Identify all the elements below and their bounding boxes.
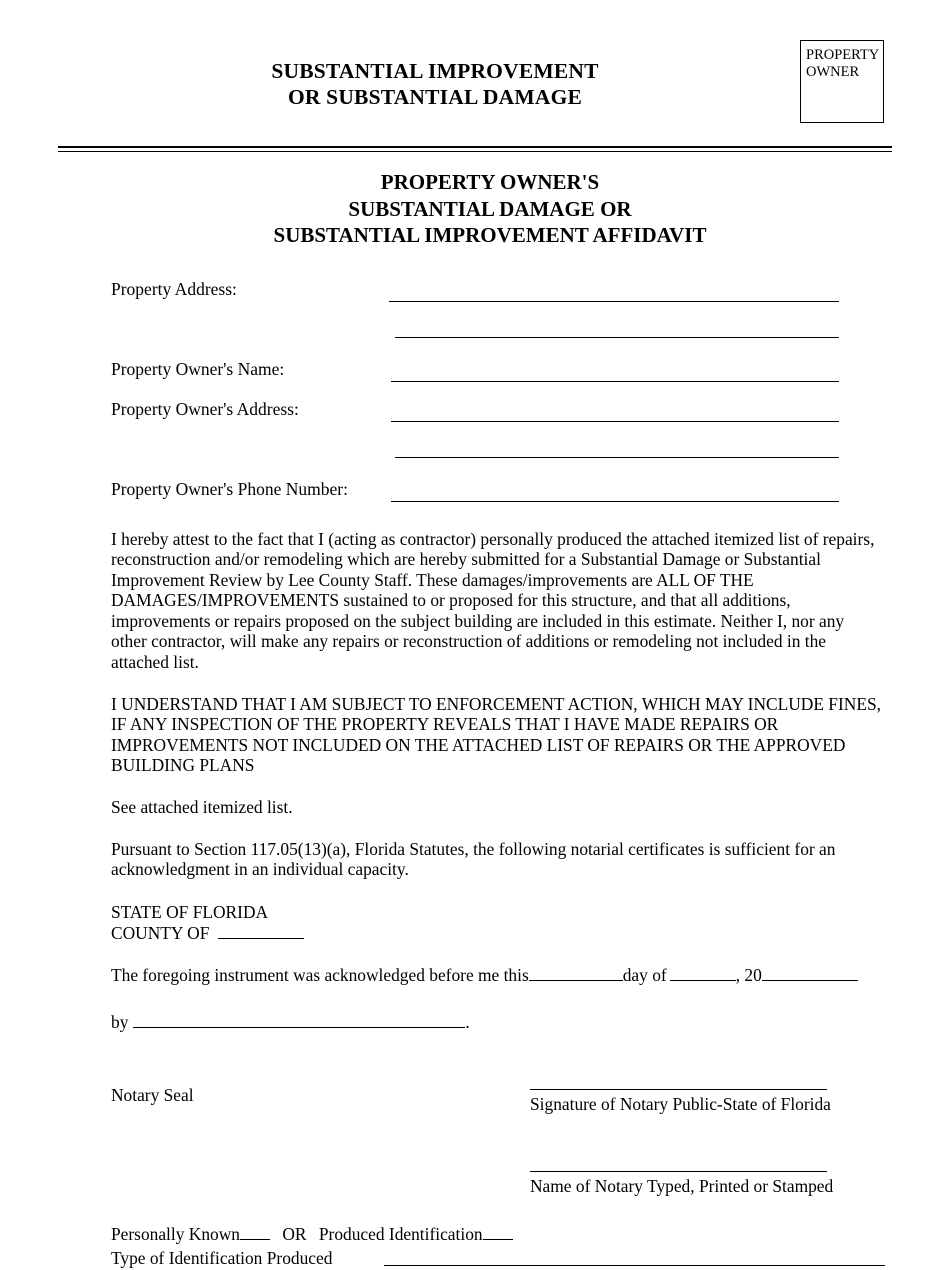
acknowledgment-by-line (111, 1012, 884, 1033)
paragraph-enforcement-notice: I UNDERSTAND THAT I AM SUBJECT TO ENFORCEMENT ACTION, WHICH MAY INCLUDE FINES, IF ANY INSPECTION OF THE PROPERTY REVEALS THAT I HAVE MADE REPAIRS OR IMPROVEMENTS NOT INCLUDED ON THE ATTACHED LIST OF REPAIRS OR THE APPROVED BUILDING PLANS (111, 693, 881, 776)
field-row-property-address (58, 279, 892, 319)
field-row-owner-name (58, 359, 892, 399)
notary-signature-area (58, 1061, 892, 1221)
input-owner-address[interactable] (391, 421, 839, 422)
document-header (58, 40, 892, 130)
input-property-address[interactable] (389, 301, 839, 302)
property-owner-box-line-2: OWNER (806, 64, 860, 80)
by-period: . (465, 1011, 470, 1032)
affidavit-title (58, 169, 892, 249)
input-ack-day[interactable] (529, 967, 623, 981)
input-owner-name[interactable] (391, 381, 839, 382)
label-type-of-identification: Type of Identification Produced (111, 1247, 333, 1268)
field-row-owner-phone (58, 479, 892, 519)
label-or: OR (282, 1223, 307, 1244)
paragraph-attestation: I hereby attest to the fact that I (acting as contractor) personally produced the attached itemized list of repairs, reconstruction and/or remodeling which are hereby submitted for a Substantial Damage or Substantial Improvement Review by Lee County Staff. These damages/improvements are ALL OF THE DAMAGES/IMPROVEMENTS sustained to or proposed for this structure, and that all additions, improvements or repairs proposed on the subject building are included in this estimate. Neither I, nor any other contractor, will make any repairs or reconstruction of additions or remodeling not included in the attached list. (111, 528, 875, 673)
document-main-title (58, 40, 892, 110)
identification-row (111, 1223, 892, 1246)
acknowledgment-day-of: day of (622, 964, 667, 985)
input-type-of-identification[interactable] (384, 1265, 885, 1266)
input-owner-address-line-2[interactable] (395, 457, 839, 458)
input-ack-month[interactable] (670, 967, 736, 981)
affidavit-title-line-1: PROPERTY OWNER'S (380, 170, 600, 194)
label-owner-phone: Property Owner's Phone Number: (111, 478, 348, 499)
header-divider (58, 146, 892, 152)
input-owner-phone[interactable] (391, 501, 839, 502)
caption-notary-signature: Signature of Notary Public-State of Florida (530, 1093, 831, 1114)
main-title-line-1: SUBSTANTIAL IMPROVEMENT (271, 59, 599, 83)
acknowledgment-line (111, 965, 884, 986)
property-owner-box-line-1: PROPERTY (806, 47, 880, 63)
county-label: COUNTY OF (111, 922, 210, 943)
state-label: STATE OF FLORIDA (111, 901, 269, 922)
checkbox-personally-known[interactable] (240, 1226, 270, 1240)
acknowledgment-year-prefix: , 20 (735, 964, 762, 985)
county-row (111, 923, 884, 944)
label-produced-identification: Produced Identification (318, 1223, 483, 1244)
label-owner-name: Property Owner's Name: (111, 358, 285, 379)
input-property-address-line-2[interactable] (395, 337, 839, 338)
affidavit-title-line-3: SUBSTANTIAL IMPROVEMENT AFFIDAVIT (273, 223, 707, 247)
label-personally-known: Personally Known (111, 1223, 240, 1244)
property-fields (58, 279, 892, 519)
field-row-owner-address (58, 399, 892, 439)
main-title-line-2: OR SUBSTANTIAL DAMAGE (287, 85, 583, 109)
field-row-property-address-2 (58, 319, 892, 359)
by-label: by (111, 1011, 129, 1032)
input-by-name[interactable] (133, 1014, 465, 1028)
document-body (58, 529, 892, 1033)
notary-seal-label: Notary Seal (111, 1084, 194, 1105)
input-ack-year[interactable] (762, 967, 858, 981)
state-county-block (111, 902, 884, 944)
affidavit-title-line-2: SUBSTANTIAL DAMAGE OR (348, 196, 632, 221)
acknowledgment-prefix: The foregoing instrument was acknowledged before me this (111, 964, 529, 985)
type-of-identification-row (111, 1247, 892, 1270)
checkbox-produced-identification[interactable] (483, 1226, 513, 1240)
caption-notary-name: Name of Notary Typed, Printed or Stamped (530, 1175, 834, 1196)
label-property-address: Property Address: (111, 278, 237, 299)
field-row-owner-address-2 (58, 439, 892, 479)
label-owner-address: Property Owner's Address: (111, 398, 299, 419)
input-notary-signature[interactable] (530, 1089, 827, 1090)
paragraph-see-attached: See attached itemized list. (111, 797, 293, 818)
property-owner-box (800, 40, 884, 123)
input-county[interactable] (218, 925, 304, 939)
paragraph-pursuant-statute: Pursuant to Section 117.05(13)(a), Florida Statutes, the following notarial certificates is sufficient for an acknowledgment in an individual capacity. (111, 838, 836, 880)
input-notary-name[interactable] (530, 1171, 827, 1172)
